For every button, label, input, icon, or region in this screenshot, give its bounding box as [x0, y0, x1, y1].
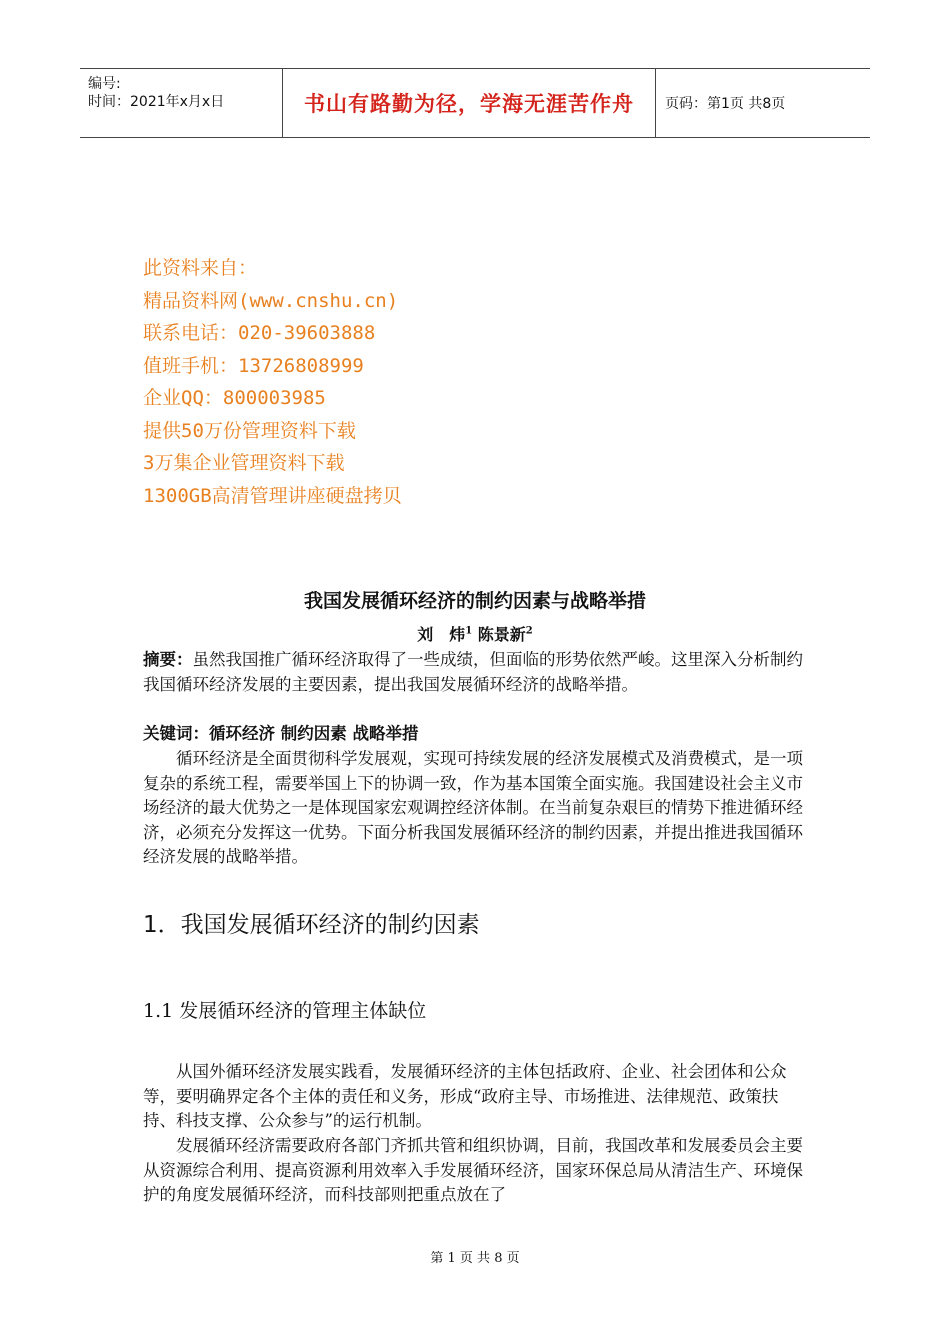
header-motto-cell — [282, 69, 656, 137]
source-line: 3万集企业管理资料下载 — [143, 452, 345, 474]
motto: 书山有路勤为径，学海无涯苦作舟 — [304, 92, 634, 116]
intro-paragraph: 循环经济是全面贯彻科学发展观，实现可持续发展的经济发展模式及消费模式，是一项复杂的系统工程，需要举国上下的协调一致，作为基本国策全面实施。我国建设社会主义市场经济的最大优势之一是体现国家宏观调控经济体制。在当前复杂艰巨的情势下推进循环经济，必须充分发挥这一优势。下面分析我国发展循环经济的制约因素，并提出推进我国循环经济发展的战略举措。 — [143, 749, 803, 867]
subsection-heading: 1.1 发展循环经济的管理主体缺位 — [143, 1000, 427, 1022]
body-paragraph: 发展循环经济需要政府各部门齐抓共管和组织协调，目前，我国改革和发展委员会主要从资源综合利用、提高资源利用效率入手发展循环经济，国家环保总局从清洁生产、环境保护的角度发展循环经济，而科技部则把重点放在了 — [143, 1136, 803, 1205]
keywords-label: 关键词： — [143, 724, 209, 743]
author-affiliation: 2 — [525, 625, 533, 637]
source-line: 此资料来自： — [143, 257, 258, 279]
keywords — [143, 722, 811, 747]
authors — [0, 622, 950, 645]
abstract-label: 摘要： — [143, 650, 193, 669]
keywords-text: 循环经济 制约因素 战略举措 — [209, 724, 419, 743]
header-page-cell — [655, 69, 870, 137]
page-info: 页码：第1页 共8页 — [665, 96, 786, 112]
source-line: 联系电话：020-39603888 — [143, 322, 376, 344]
number-label: 编号: — [88, 76, 121, 92]
source-info — [143, 252, 402, 512]
date-label: 时间：2021年x月x日 — [88, 94, 225, 110]
source-line: 提供50万份管理资料下载 — [143, 419, 356, 442]
abstract-text: 虽然我国推广循环经济取得了一些成绩，但面临的形势依然严峻。这里深入分析制约我国循环经济发展的主要因素，提出我国发展循环经济的战略举措。 — [143, 650, 803, 694]
page-footer: 第 1 页 共 8 页 — [430, 1251, 520, 1266]
source-line: 企业QQ：800003985 — [143, 387, 326, 409]
source-line: 1300GB高清管理讲座硬盘拷贝 — [143, 484, 402, 507]
source-line: 值班手机：13726808999 — [143, 354, 364, 377]
article-title: 我国发展循环经济的制约因素与战略举措 — [303, 590, 646, 612]
author-name: 陈景新 — [477, 625, 526, 644]
header-left-cell — [80, 69, 282, 137]
author-affiliation: 1 — [465, 625, 473, 637]
section-heading: 1．我国发展循环经济的制约因素 — [143, 912, 480, 938]
header-table — [80, 68, 870, 138]
source-line: 精品资料网(www.cnshu.cn) — [143, 289, 399, 312]
author-name: 刘 炜 — [417, 625, 466, 644]
abstract — [143, 648, 811, 697]
body-paragraph: 从国外循环经济发展实践看，发展循环经济的主体包括政府、企业、社会团体和公众等，要明确界定各个主体的责任和义务，形成“政府主导、市场推进、法律规范、政策扶持、科技支撑、公众参与”的运行机制。 — [143, 1062, 787, 1131]
